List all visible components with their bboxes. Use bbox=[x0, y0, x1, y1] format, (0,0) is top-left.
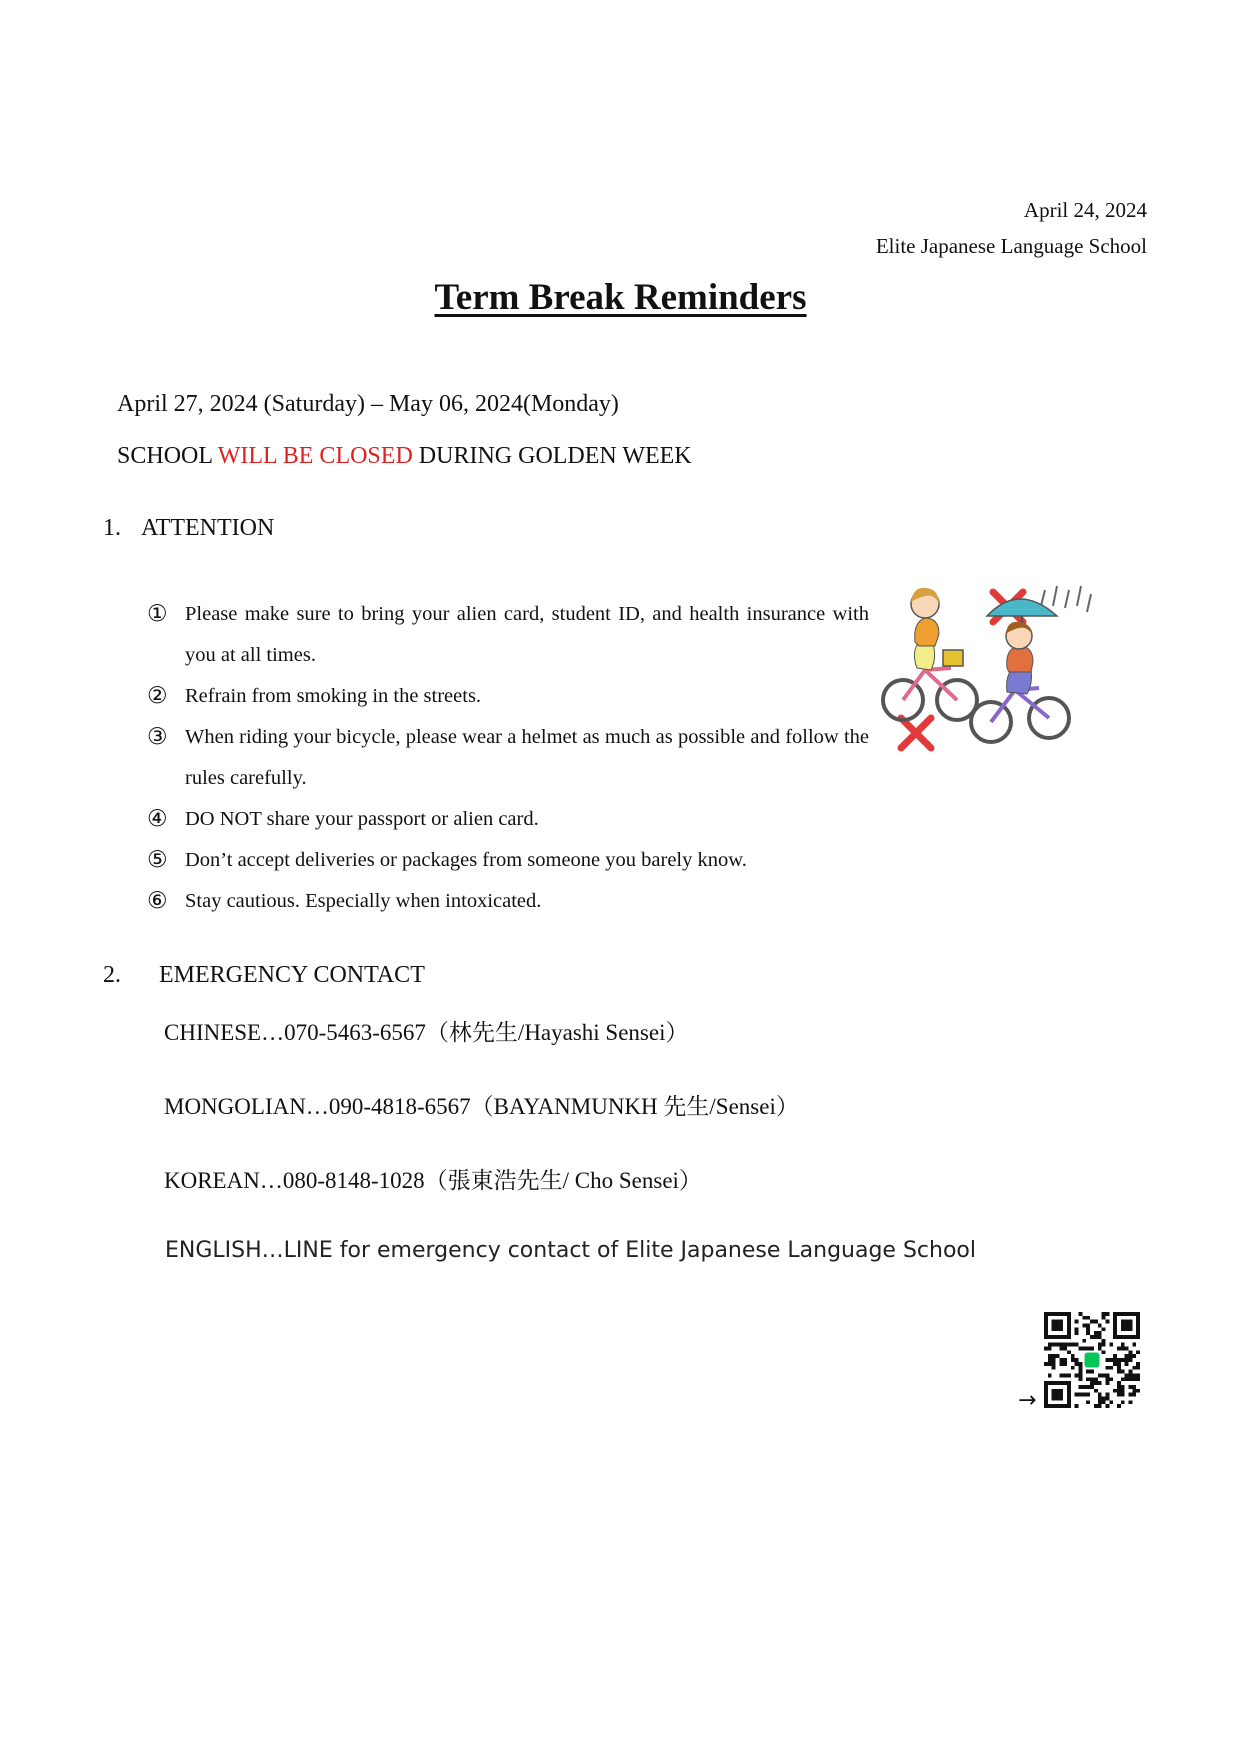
item-number: ⑥ bbox=[147, 888, 168, 914]
contact-english: ENGLISH…LINE for emergency contact of Elite Japanese Language School bbox=[165, 1238, 976, 1263]
cyclist-phone-icon bbox=[883, 588, 977, 720]
item-text: Refrain from smoking in the streets. bbox=[185, 685, 482, 707]
prohibited-x-icon bbox=[901, 718, 931, 748]
item-number: ② bbox=[147, 683, 168, 709]
item-text: DO NOT share your passport or alien card. bbox=[185, 808, 539, 830]
contact-chinese: CHINESE…070-5463-6567（林先生/Hayashi Sensei） bbox=[164, 1020, 689, 1045]
list-item bbox=[147, 676, 869, 717]
contact-korean: KOREAN…080-8148-1028（張東浩先生/ Cho Sensei） bbox=[164, 1168, 702, 1193]
section-number: 1. bbox=[103, 515, 121, 541]
closure-text-start: SCHOOL bbox=[117, 443, 218, 469]
bicycle-safety-illustration bbox=[881, 572, 1107, 758]
school-name: Elite Japanese Language School bbox=[875, 234, 1147, 258]
item-number: ④ bbox=[147, 806, 168, 832]
qr-code-icon[interactable] bbox=[1044, 1312, 1140, 1408]
section-title: ATTENTION bbox=[141, 515, 275, 541]
list-item bbox=[147, 717, 869, 799]
list-item bbox=[147, 799, 869, 840]
rain-icon bbox=[1041, 586, 1091, 612]
item-text: When riding your bicycle, please wear a helmet as much as possible and follow the rules carefully. bbox=[185, 726, 869, 789]
item-text: Stay cautious. Especially when intoxicated. bbox=[185, 890, 542, 912]
section-number: 2. bbox=[103, 962, 121, 988]
section-title: EMERGENCY CONTACT bbox=[159, 962, 425, 988]
closure-text-end: DURING GOLDEN WEEK bbox=[412, 443, 692, 469]
closure-period: April 27, 2024 (Saturday) – May 06, 2024(Monday) bbox=[117, 391, 619, 417]
section-emergency-heading bbox=[103, 962, 425, 989]
contact-mongolian: MONGOLIAN…090-4818-6567（BAYANMUNKH 先生/Sensei） bbox=[164, 1094, 799, 1119]
item-number: ① bbox=[147, 601, 168, 627]
item-number: ③ bbox=[147, 724, 168, 750]
attention-list bbox=[147, 594, 869, 922]
item-text: Don’t accept deliveries or packages from someone you barely know. bbox=[185, 849, 747, 871]
list-item bbox=[147, 840, 869, 881]
item-number: ⑤ bbox=[147, 847, 168, 873]
closure-notice bbox=[117, 443, 692, 470]
closure-text-highlight: WILL BE CLOSED bbox=[217, 443, 413, 469]
arrow-right-icon: → bbox=[1018, 1388, 1037, 1413]
item-text: Please make sure to bring your alien card, student ID, and health insurance with you at all times. bbox=[185, 603, 869, 666]
notice-date: April 24, 2024 bbox=[1023, 198, 1147, 222]
list-item bbox=[147, 594, 869, 676]
section-attention-heading bbox=[103, 515, 274, 542]
page-title: Term Break Reminders bbox=[434, 277, 807, 318]
list-item bbox=[147, 881, 869, 922]
